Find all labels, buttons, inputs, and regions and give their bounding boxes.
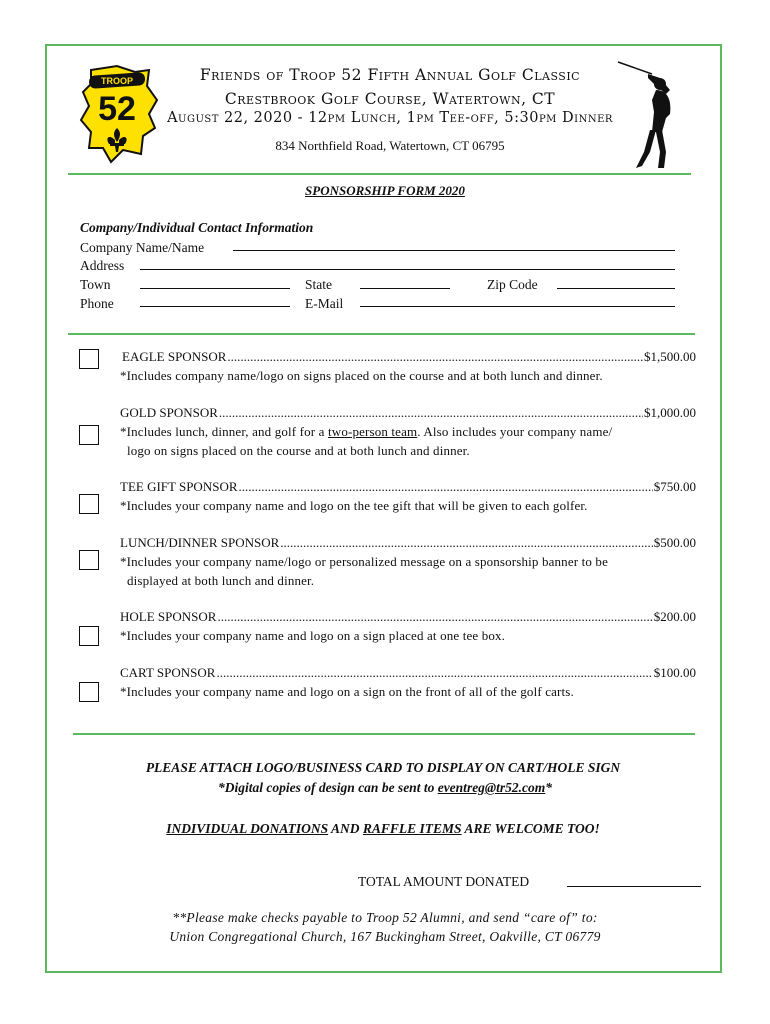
sponsor-price: $750.00 bbox=[653, 479, 696, 494]
event-schedule: August 22, 2020 - 12pm Lunch, 1pm Tee-off, 5:30pm Dinner bbox=[167, 110, 613, 126]
town-field[interactable] bbox=[140, 288, 290, 289]
gold-sponsor-checkbox[interactable] bbox=[79, 425, 99, 445]
hole-sponsor-line bbox=[120, 609, 696, 625]
attach-logo-note: PLEASE ATTACH LOGO/BUSINESS CARD TO DISPLAY ON CART/HOLE SIGN bbox=[145, 760, 621, 775]
payment-instructions: **Please make checks payable to Troop 52 Alumni, and send “care of” to: bbox=[172, 910, 598, 925]
cart-sponsor-description: *Includes your company name and logo on a sign on the front of all of the golf carts. bbox=[120, 684, 574, 699]
logo-badge-text: TROOP bbox=[100, 76, 134, 86]
company-name-field[interactable] bbox=[233, 250, 675, 251]
cart-sponsor-checkbox[interactable] bbox=[79, 682, 99, 702]
sponsor-price: $500.00 bbox=[653, 535, 696, 550]
hole-sponsor-checkbox[interactable] bbox=[79, 626, 99, 646]
contact-email-link[interactable]: eventreg@tr52.com bbox=[437, 780, 546, 795]
total-donated-label: TOTAL AMOUNT DONATED bbox=[358, 874, 530, 889]
mailing-address: Union Congregational Church, 167 Buckingham Street, Oakville, CT 06779 bbox=[169, 929, 601, 944]
venue-address: 834 Northfield Road, Watertown, CT 06795 bbox=[275, 138, 505, 153]
form-title: SPONSORSHIP FORM 2020 bbox=[305, 183, 465, 198]
sponsor-name: EAGLE SPONSOR bbox=[122, 349, 227, 364]
event-title: Friends of Troop 52 Fifth Annual Golf Classic bbox=[199, 66, 581, 84]
sponsor-name: HOLE SPONSOR bbox=[120, 609, 217, 624]
divider-middle bbox=[68, 333, 695, 335]
gold-sponsor-description-cont: logo on signs placed on the course and at both lunch and dinner. bbox=[127, 443, 470, 458]
address-field[interactable] bbox=[140, 269, 675, 270]
sponsor-name: LUNCH/DINNER SPONSOR bbox=[120, 535, 280, 550]
total-donated-field[interactable] bbox=[567, 886, 701, 887]
troop-52-logo bbox=[77, 62, 159, 166]
lunch-dinner-sponsor-checkbox[interactable] bbox=[79, 550, 99, 570]
sponsor-price: $1,500.00 bbox=[644, 349, 696, 364]
eagle-sponsor-checkbox[interactable] bbox=[79, 349, 99, 369]
email-field[interactable] bbox=[360, 306, 675, 307]
company-name-label: Company Name/Name bbox=[80, 240, 205, 255]
zip-label: Zip Code bbox=[487, 277, 538, 292]
gold-sponsor-line bbox=[120, 405, 696, 421]
hole-sponsor-description: *Includes your company name and logo on a sign placed at one tee box. bbox=[120, 628, 506, 643]
phone-label: Phone bbox=[80, 296, 114, 311]
divider-top bbox=[68, 173, 691, 175]
sponsor-price: $100.00 bbox=[653, 665, 696, 680]
golfer-silhouette-icon bbox=[612, 56, 702, 172]
tee-gift-sponsor-checkbox[interactable] bbox=[79, 494, 99, 514]
address-label: Address bbox=[80, 258, 125, 273]
sponsor-name: TEE GIFT SPONSOR bbox=[120, 479, 238, 494]
sponsor-name: CART SPONSOR bbox=[120, 665, 216, 680]
lunch-dinner-sponsor-description-cont: displayed at both lunch and dinner. bbox=[127, 573, 315, 588]
contact-heading: Company/Individual Contact Information bbox=[80, 220, 314, 235]
eagle-sponsor-line bbox=[122, 349, 696, 365]
lunch-dinner-sponsor-line bbox=[120, 535, 696, 551]
lunch-dinner-sponsor-description: *Includes your company name/logo or personalized message on a sponsorship banner to be bbox=[120, 554, 608, 569]
sponsor-price: $1,000.00 bbox=[644, 405, 696, 420]
digital-copies-note: *Digital copies of design can be sent to eventreg@tr52.com* bbox=[217, 780, 553, 795]
email-label: E-Mail bbox=[305, 296, 344, 311]
phone-field[interactable] bbox=[140, 306, 290, 307]
tee-gift-sponsor-line bbox=[120, 479, 696, 495]
event-venue: Crestbrook Golf Course, Watertown, CT bbox=[224, 90, 556, 108]
sponsor-price: $200.00 bbox=[653, 609, 696, 624]
town-label: Town bbox=[80, 277, 111, 292]
divider-bottom bbox=[73, 733, 695, 735]
sponsor-name: GOLD SPONSOR bbox=[120, 405, 218, 420]
cart-sponsor-line bbox=[120, 665, 696, 681]
zip-field[interactable] bbox=[557, 288, 675, 289]
gold-sponsor-description: *Includes lunch, dinner, and golf for a two-person team. Also includes your company name/ bbox=[120, 424, 613, 439]
donations-note: INDIVIDUAL DONATIONS AND RAFFLE ITEMS ARE WELCOME TOO! bbox=[166, 821, 600, 836]
tee-gift-sponsor-description: *Includes your company name and logo on the tee gift that will be given to each golfer. bbox=[120, 498, 588, 513]
state-field[interactable] bbox=[360, 288, 450, 289]
logo-number: 52 bbox=[98, 90, 136, 128]
state-label: State bbox=[305, 277, 332, 292]
eagle-sponsor-description: *Includes company name/logo on signs placed on the course and at both lunch and dinner. bbox=[120, 368, 603, 383]
